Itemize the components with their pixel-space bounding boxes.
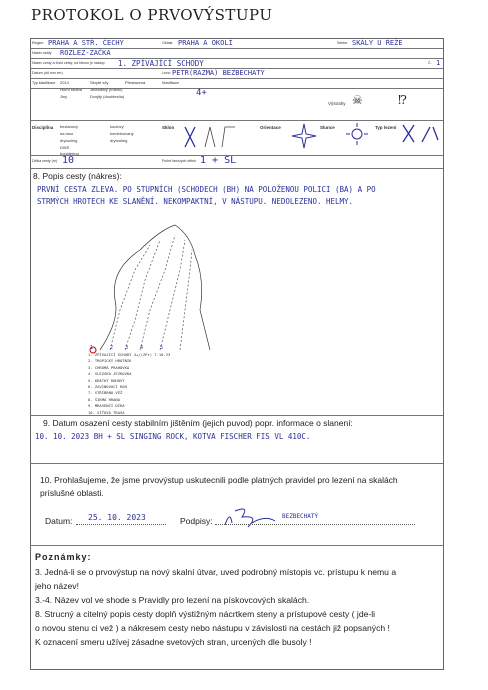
slope-label: Sklon (162, 125, 175, 130)
sketch-label-1: 1 (90, 345, 94, 351)
discipline-7: kombinovaný (110, 131, 134, 136)
style-item-5: Jednotlivý (místní) (90, 87, 123, 92)
section10-line1: 10. Prohlašujeme, že jsme prvovýstup uskutecnili podle platných pravidel pro lezení na skalách (40, 475, 398, 485)
orientation-label: Orientace (260, 125, 281, 130)
style-item-4: Jiný (60, 94, 68, 99)
grade-value: 4+ (196, 88, 207, 98)
climbers-value: PETR(RAZMA) BEZBECHATÝ (172, 69, 265, 77)
pitches-label: Počet lanových délek (162, 159, 196, 163)
route-value: 1. ZPÍVAJÍCÍ SCHODY (118, 59, 204, 68)
route-label: Název cesty a číslo cesty, na kterou je nástup (32, 61, 105, 65)
sun-icon (345, 122, 370, 147)
gear-icons (400, 122, 440, 147)
climbers-label: Lezci (162, 71, 171, 75)
sketch-route-list: 1. ZPÍVAJÍCÍ SCHODY 4+/(ZPr) 7.10.23 2. TROPICKÝ HROTNIK 3. CHROMÁ PRAHOVKA 4. SLEZSKÁ JEZKOVKA 5. KRÁTKÝ ROHOVÝ 6. ZAVINOVACÍ ROH 7. STŘÍBRNÁ VĚŽ 8. ŠIKMÁ HRANA 9. MRAVENČÍ DÍRA 10. SÍŤOVÁ TRASA (88, 352, 171, 415)
page-title: PROTOKOL O PRVOVÝSTUPU (31, 6, 273, 24)
region-value: PRAHA A STŘ. ČECHY (48, 39, 124, 47)
shade-label: Slunce (320, 125, 335, 130)
sketch-label-4: 4 (140, 345, 144, 351)
discipline-5: bouldering (60, 151, 79, 156)
section8-title: 8. Popis cesty (nákres): (33, 171, 122, 181)
notes-list: 3. Jedná-li se o prvovýstup na nový skalní útvar, uved podrobný místopis vc. prístupu k nemu a jeho název! 3.-4. Název vol ve shode s Pravidly pro lezení na pískovcových skalách. 8. Strucný a citelný popis cesty doplň výstižným nácrtkem steny a prístupové cesty ( jde-li o novou stenu ci vež ) a nákresem cesty nebo nástupu v závislosti na cestách již popsaných ! K oznacení smeru užívej zásadne svetových stran, urcených dle busoly ! (35, 567, 397, 647)
sketch-label-3: 3 (125, 345, 129, 351)
signature-label: Podpisy: (180, 516, 213, 526)
route-no-label: Č. (428, 61, 432, 65)
style-item-1: 2014 (60, 80, 69, 85)
sector-value: SKÁLY U ŘEŽE (352, 39, 403, 47)
massif-value: ROZLEZ-ZAČKA (60, 49, 111, 57)
notes-title: Poznámky: (35, 552, 92, 562)
route-no-value: 1 (436, 59, 441, 67)
discipline-8: drytooling (110, 138, 128, 143)
date-label: Datum (dd.mm.rrrr) (32, 71, 63, 75)
compass-icon (290, 122, 318, 150)
section10-line2: príslušné oblasti. (40, 488, 104, 498)
discipline-label: Disciplína (32, 125, 54, 130)
style-item-6: Dvojitý (doublesíla) (90, 94, 125, 99)
style-item-3: Horní strana (60, 87, 83, 92)
slope-icons (180, 122, 240, 152)
rockfall-icon: ⁉ (398, 93, 408, 107)
grade-label: Klasifikace (162, 81, 180, 85)
style-label: Typ klasifikace (32, 81, 56, 85)
discipline-3: drytooling (60, 138, 78, 143)
area-value: PRAHA A OKOLÍ (178, 39, 233, 47)
date-sign-label: Datum: (45, 516, 73, 526)
section9-value: 10. 10. 2023 BH + SL SINGING ROCK, KOTVA FISCHER FIS VL 410C. (35, 432, 311, 441)
discipline-6: koulový (110, 124, 124, 129)
hazard-label: Výstrahy (328, 101, 346, 106)
length-value: 10 (62, 155, 75, 166)
discipline-4: DWS (60, 145, 70, 150)
date-sign-value: 25. 10. 2023 (88, 513, 146, 522)
section8-line2: STRMÝCH HROTECH KE SLANĚNÍ. NEKOMPAKTNÍ, V NÁSTUPU. NEDOLEZENO. HELMY. (37, 197, 354, 206)
section8-line1: PRVNÍ CESTA ZLEVA. PO STUPNÍCH (SCHODECH (BH) NA POLOŽENOU POLICI (BA) A PO (37, 185, 376, 194)
signature-name: BEZBECHATÝ (282, 513, 319, 520)
section9-title: 9. Datum osazení cesty stabilním jištěním (jejich puvod) popr. informace o slanení: (43, 418, 353, 428)
risk-label: Typ lezení (375, 125, 397, 130)
sketch-label-2: 2 (110, 345, 114, 351)
sector-label: Sektor (337, 41, 348, 45)
route-sketch (80, 210, 260, 360)
discipline-1: bezlanový (60, 124, 79, 129)
sketch-label-5: 5 (160, 345, 164, 351)
skull-icon: ☠ (352, 93, 363, 107)
length-label: Délka cesty (m) (32, 159, 57, 163)
area-label: Oblast (162, 41, 173, 45)
pitches-value: 1 + SL (200, 155, 237, 166)
style-item-7: Přestavená (125, 80, 146, 85)
region-label: Region (32, 41, 44, 45)
massif-label: Název skály (32, 51, 52, 55)
discipline-2: na lano (60, 131, 74, 136)
signature-drawing (220, 505, 280, 530)
style-item-2: Skryté síly (90, 80, 109, 85)
